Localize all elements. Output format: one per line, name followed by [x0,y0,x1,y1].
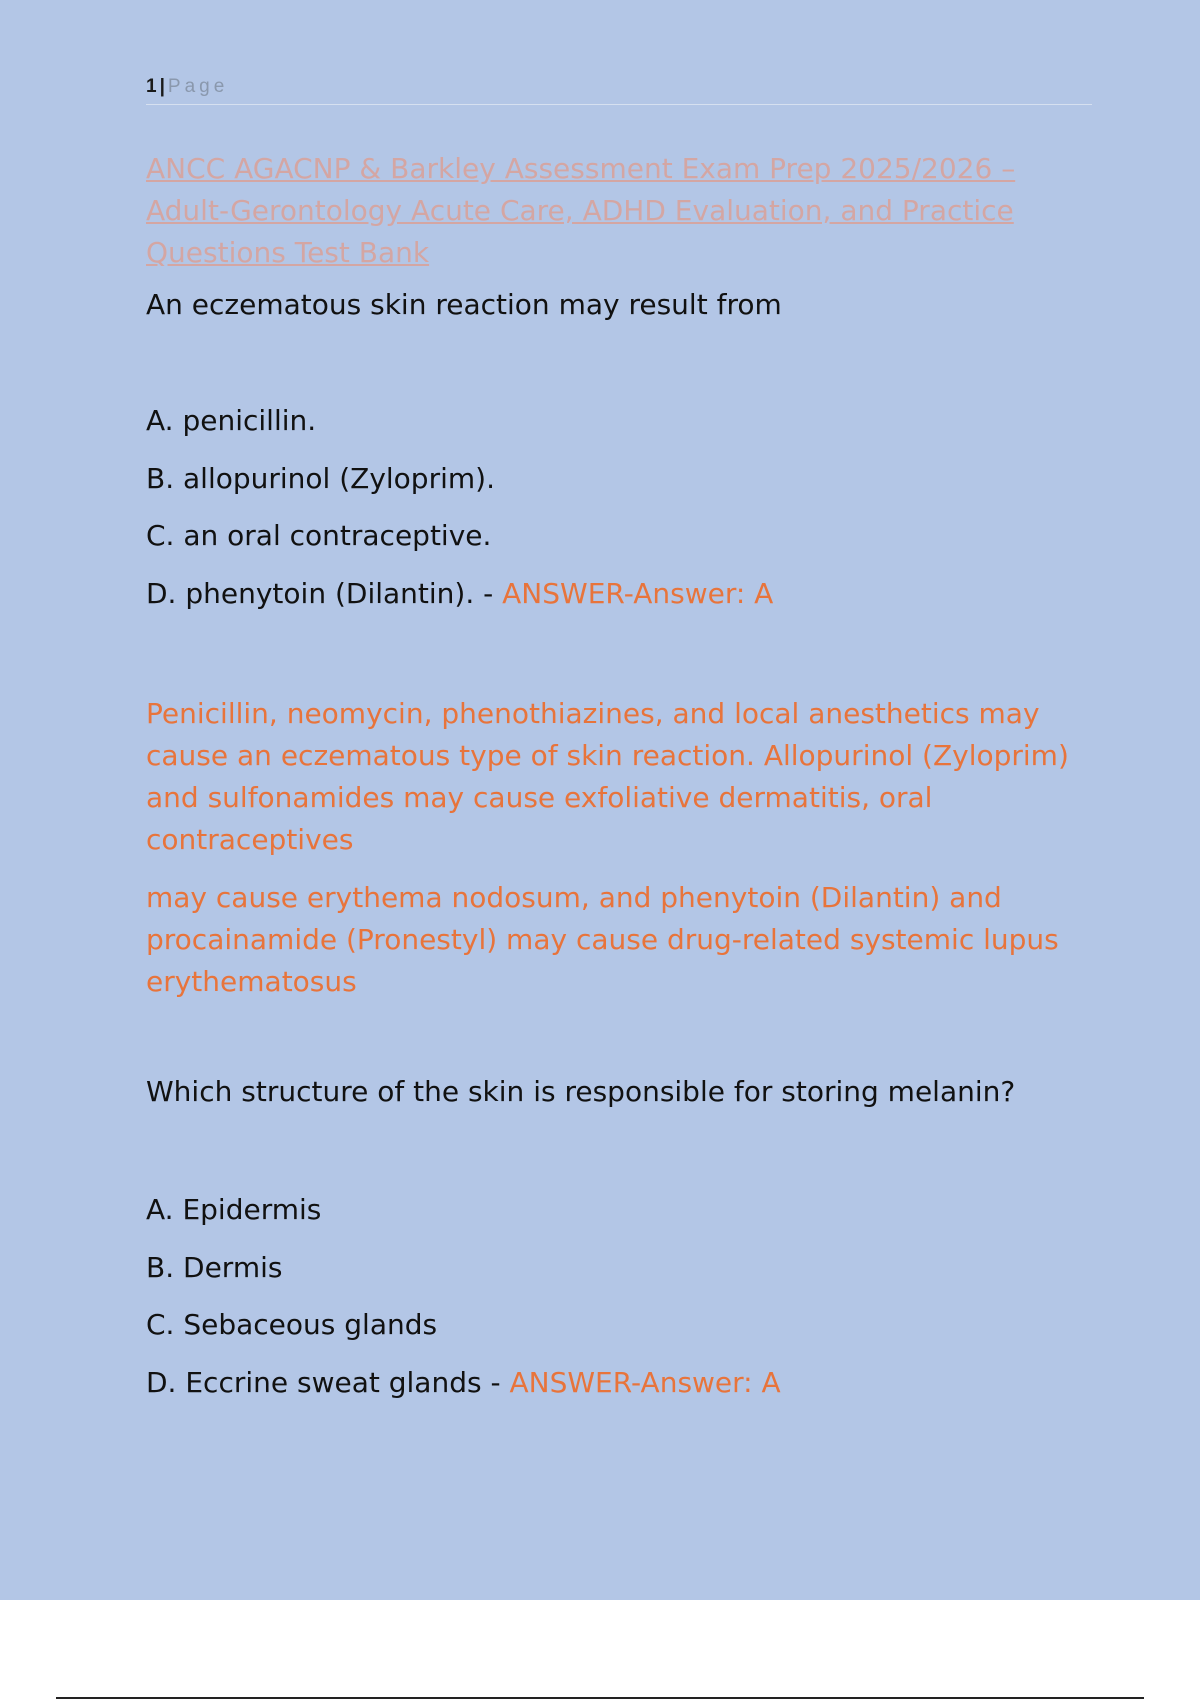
footer-divider [56,1697,1144,1699]
question-1-option-d-label: D. phenytoin (Dilantin). - [146,577,503,610]
question-1-option-b: B. allopurinol (Zyloprim). [146,462,495,495]
header-separator: | [159,76,165,97]
question-1-option-c: C. an oral contraceptive. [146,519,492,552]
question-2-answer: ANSWER-Answer: A [509,1366,781,1399]
question-1-option-d [146,577,773,610]
question-2-option-d-label: D. Eccrine sweat glands - [146,1366,510,1399]
question-1-answer: ANSWER-Answer: A [502,577,774,610]
document-title-link[interactable]: ANCC AGACNP & Barkley Assessment Exam Prep 2025/2026 – Adult-Gerontology Acute Care, ADHD Evaluation, and Practice Questions Test Bank [146,152,1016,269]
question-2-text: Which structure of the skin is responsible for storing melanin? [146,1075,1016,1108]
question-1-option-a: A. penicillin. [146,404,317,437]
question-1-explanation-part-2: may cause erythema nodosum, and phenytoin (Dilantin) and procainamide (Pronestyl) may cause drug-related systemic lupus erythematosus [146,881,1059,998]
question-2-option-c: C. Sebaceous glands [146,1308,438,1341]
question-1-explanation-part-1: Penicillin, neomycin, phenothiazines, and local anesthetics may cause an eczematous type of skin reaction. Allopurinol (Zyloprim) and sulfonamides may cause exfoliative dermatitis, oral contraceptives [146,697,1069,856]
question-2-option-d [146,1366,781,1399]
page-label: Page [167,76,229,97]
question-2-option-b: B. Dermis [146,1251,283,1284]
question-2-option-a: A. Epidermis [146,1193,322,1226]
page-number: 1 [146,76,157,97]
page-header [146,74,1092,105]
question-1-text: An eczematous skin reaction may result from [146,288,782,321]
